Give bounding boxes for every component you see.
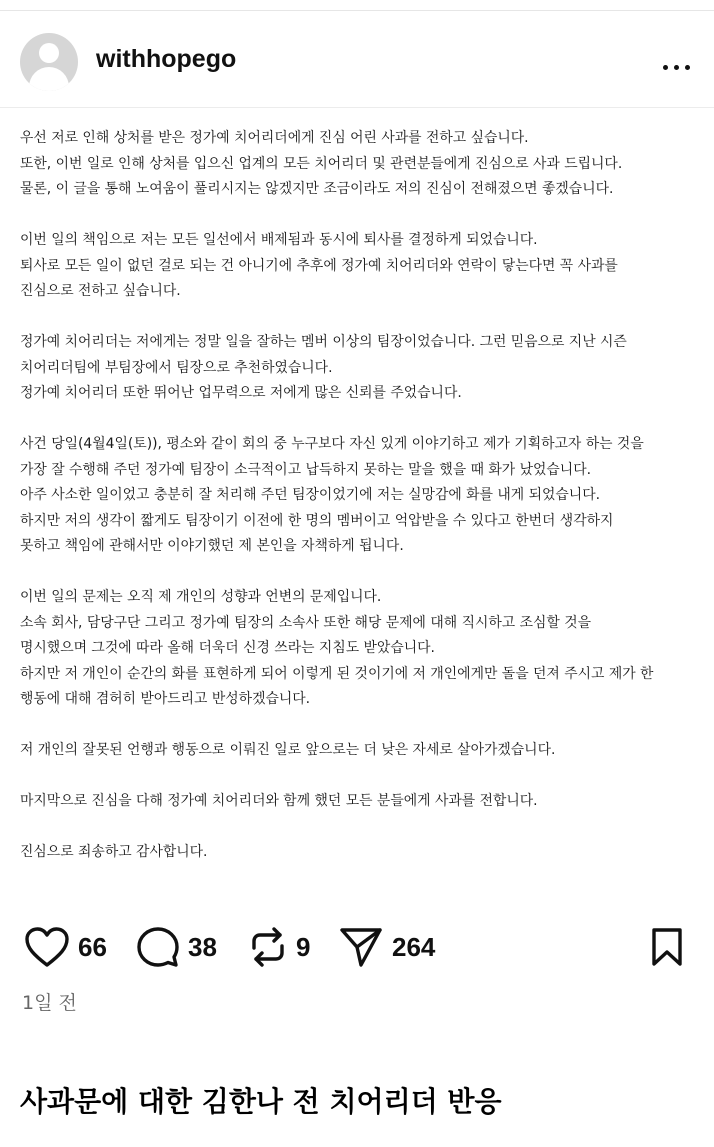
- post-text-line: 저 개인의 잘못된 언행과 행동으로 이뤄진 일로 앞으로는 더 낮은 자세로 살아가겠습니다.: [20, 742, 556, 758]
- post-text-line: 아주 사소한 일이었고 충분히 잘 처리해 주던 팀장이었기에 저는 실망감에 화를 내게 되었습니다.: [20, 487, 601, 503]
- post-text-line: 못하고 책임에 관해서만 이야기했던 제 본인을 자책하게 됩니다.: [20, 538, 404, 554]
- post-paragraph: [20, 738, 714, 764]
- post-paragraph: [20, 585, 714, 713]
- avatar-head-shape: [39, 43, 59, 63]
- post-text-line: 또한, 이번 일로 인해 상처를 입으신 업계의 모든 치어리더 및 관련분들에게 진심으로 사과 드립니다.: [20, 155, 623, 172]
- share-count: 264: [392, 931, 436, 962]
- post-paragraph: [20, 432, 714, 560]
- comment-button[interactable]: [136, 926, 217, 968]
- post-paragraph: [20, 228, 714, 305]
- post-paragraph: [20, 789, 714, 815]
- bookmark-icon: [650, 926, 684, 968]
- repost-button[interactable]: [248, 926, 310, 968]
- post-text-line: 물론, 이 글을 통해 노여움이 풀리시지는 않겠지만 조금이라도 저의 진심이 전해졌으면 좋겠습니다.: [20, 181, 614, 197]
- post-text-line: 명시했으며 그것에 따라 올해 더욱더 신경 쓰라는 지침도 받았습니다.: [20, 640, 435, 656]
- post-text-line: 이번 일의 문제는 오직 제 개인의 성향과 언변의 문제입니다.: [20, 589, 382, 605]
- post-timestamp: 1일 전: [22, 992, 77, 1014]
- post-paragraph: [20, 126, 714, 203]
- post-text-line: 사건 당일(4월4일(토)), 평소와 같이 회의 중 누구보다 자신 있게 이야기하고 제가 기획하고자 하는 것을: [20, 436, 644, 452]
- action-bar: [0, 918, 714, 974]
- more-horizontal-icon[interactable]: [663, 65, 690, 70]
- comment-bubble-icon: [136, 926, 180, 968]
- avatar[interactable]: [20, 33, 78, 91]
- post-text-line: 하지만 저의 생각이 짧게도 팀장이기 이전에 한 명의 멤버이고 억압받을 수 있다고 한번더 생각하지: [20, 512, 614, 529]
- post-text-line: 소속 회사, 담당구단 그리고 정가예 팀장의 소속사 또한 해당 문제에 대해 직시하고 조심할 것을: [20, 614, 592, 631]
- post-text-line: 마지막으로 진심을 다해 정가예 치어리더와 함께 했던 모든 분들에게 사과를 전합니다.: [20, 793, 538, 809]
- like-count: 66: [78, 931, 107, 962]
- post-text-line: 행동에 대해 겸허히 받아드리고 반성하겠습니다.: [20, 691, 311, 707]
- post-paragraph: [20, 840, 714, 866]
- repost-count: 9: [296, 931, 311, 962]
- post-paragraph: [20, 330, 714, 407]
- comment-count: 38: [188, 931, 217, 962]
- share-button[interactable]: [338, 926, 435, 968]
- post-text-line: 진심으로 전하고 싶습니다.: [20, 283, 181, 299]
- top-separator: [0, 0, 714, 11]
- post-text-line: 정가예 치어리더는 저에게는 정말 일을 잘하는 멤버 이상의 팀장이었습니다. 그런 믿음으로 지난 시즌: [20, 334, 627, 350]
- like-button[interactable]: [24, 926, 107, 968]
- bookmark-button[interactable]: [650, 926, 684, 968]
- repost-icon: [248, 926, 288, 968]
- post-body: [0, 108, 714, 866]
- post-text-line: 치어리더팀에 부팀장에서 팀장으로 추천하였습니다.: [20, 359, 333, 376]
- username[interactable]: withhopego: [96, 45, 237, 73]
- heart-icon: [24, 926, 70, 968]
- post-text-line: 우선 저로 인해 상처를 받은 정가예 치어리더에게 진심 어린 사과를 전하고 싶습니다.: [20, 130, 529, 146]
- post-text-line: 이번 일의 책임으로 저는 모든 일선에서 배제됨과 동시에 퇴사를 결정하게 되었습니다.: [20, 232, 538, 248]
- avatar-body-shape: [29, 67, 69, 91]
- post-text-line: 퇴사로 모든 일이 없던 걸로 되는 건 아니기에 추후에 정가예 치어리더와 연락이 닿는다면 꼭 사과를: [20, 257, 618, 274]
- post-text-line: 하지만 저 개인이 순간의 화를 표현하게 되어 이렇게 된 것이기에 저 개인에게만 돌을 던져 주시고 제가 한: [20, 665, 654, 682]
- image-caption: 사과문에 대한 김한나 전 치어리더 반응: [20, 1085, 502, 1118]
- post-text-line: 진심으로 죄송하고 감사합니다.: [20, 844, 208, 860]
- post-header: [0, 11, 714, 107]
- post-text-line: 정가예 치어리더 또한 뛰어난 업무력으로 저에게 많은 신뢰를 주었습니다.: [20, 385, 462, 401]
- post-text-line: 가장 잘 수행해 주던 정가예 팀장이 소극적이고 납득하지 못하는 말을 했을 때 화가 났었습니다.: [20, 461, 592, 478]
- send-icon: [338, 926, 384, 968]
